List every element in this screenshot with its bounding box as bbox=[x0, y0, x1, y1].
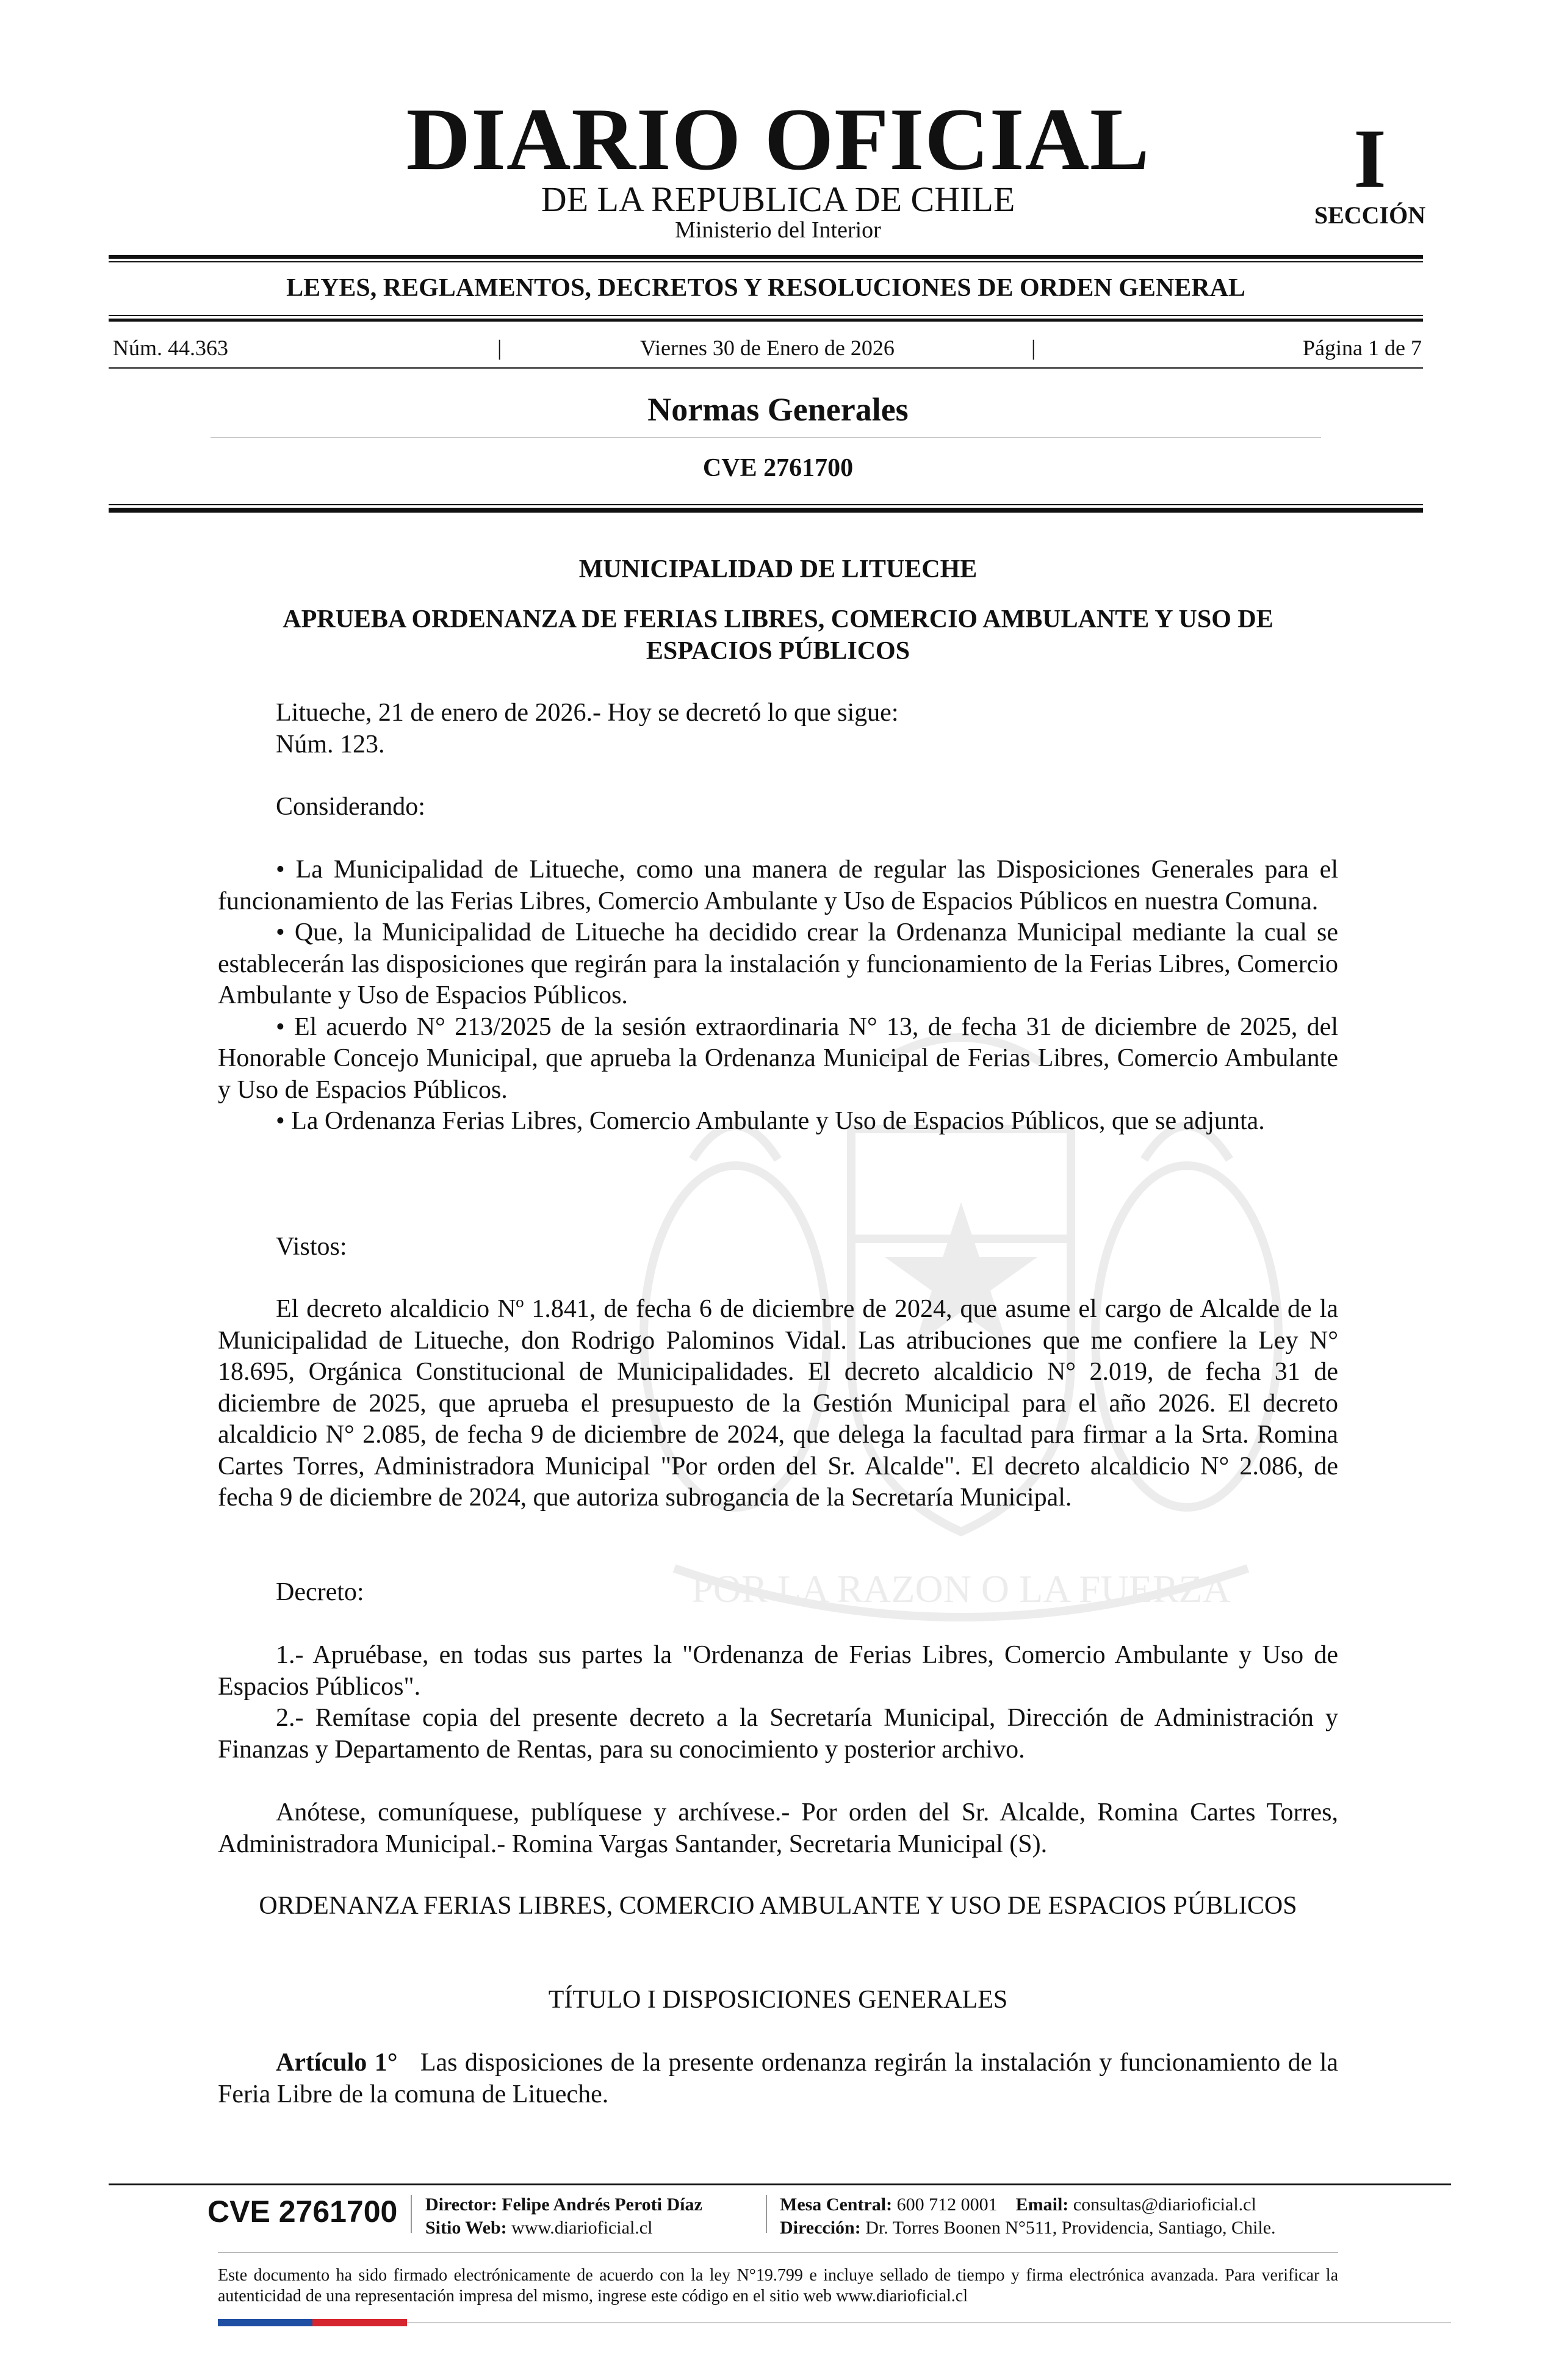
email-link[interactable]: consultas@diarioficial.cl bbox=[1073, 2194, 1256, 2215]
closing-paragraph: Anótese, comuníquese, publíquese y archívese.- Por orden del Sr. Alcalde, Romina Cartes Torres, Administradora Municipal.- Romina Vargas Santander, Secretaria Municipal (S). bbox=[218, 1798, 1338, 1858]
footer-rule-top bbox=[109, 2183, 1451, 2185]
considerando-heading: Considerando: bbox=[276, 793, 425, 821]
decreto-item: 1.- Apruébase, en todas sus partes la "Ordenanza de Ferias Libres, Comercio Ambulante y Uso de Espacios Públicos". bbox=[218, 1641, 1338, 1701]
flag-stripe-blue bbox=[218, 2319, 312, 2326]
banner-heading: LEYES, REGLAMENTOS, DECRETOS Y RESOLUCIONES DE ORDEN GENERAL bbox=[286, 274, 1245, 302]
considerando-item: • El acuerdo N° 213/2025 de la sesión extraordinaria N° 13, de fecha 31 de diciembre de 2025, del Honorable Concejo Municipal, que aprueba la Ordenanza Municipal de Ferias Libres, Comercio Ambulante y Uso de Espacios Públicos. bbox=[218, 1012, 1338, 1104]
article-1 bbox=[218, 2047, 1338, 2110]
flag-stripe-red bbox=[312, 2319, 407, 2326]
footer-rule-mid bbox=[218, 2252, 1338, 2253]
decree-number: Núm. 123. bbox=[276, 730, 385, 759]
considerando-item: • La Ordenanza Ferias Libres, Comercio Ambulante y Uso de Espacios Públicos, que se adjunta. bbox=[276, 1107, 1265, 1135]
decree-opening bbox=[218, 698, 1338, 760]
place-date: Litueche, 21 de enero de 2026.- Hoy se decretó lo que sigue: bbox=[276, 699, 899, 727]
section-number: I bbox=[1353, 112, 1386, 205]
section-label: SECCIÓN bbox=[1314, 201, 1426, 229]
address-text: Dr. Torres Boonen N°511, Providencia, Santiago, Chile. bbox=[865, 2218, 1276, 2238]
email-label: Email: bbox=[1015, 2194, 1069, 2215]
director-label: Director: bbox=[425, 2194, 497, 2215]
vistos-paragraph: El decreto alcaldicio Nº 1.841, de fecha 6 de diciembre de 2024, que asume el cargo de Alcalde de la Municipalidad de Litueche, don Rodrigo Palominos Vidal. Las atribuciones que me confiere la Ley N° 18.695, Orgánica Constitucional de Municipalidades. El decreto alcaldicio N° 2.019, de fecha 31 de diciembre de 2025, que aprueba el presupuesto de la Gestión Municipal para el año 2026. El decreto alcaldicio N° 2.085, de fecha 9 de diciembre de 2024, que delega la facultad para firmar a la Srta. Romina Cartes Torres, Administradora Municipal "Por orden del Sr. Alcalde". El decreto alcaldicio N° 2.086, de fecha 9 de diciembre de 2024, que autoriza subrogancia de la Secretaría Municipal. bbox=[218, 1295, 1338, 1512]
banner-rule-thin bbox=[109, 315, 1423, 316]
section-heading-underline bbox=[211, 437, 1321, 438]
issue-date: Viernes 30 de Enero de 2026 bbox=[640, 336, 895, 360]
article-1-text: Las disposiciones de la presente ordenanza regirán la instalación y funcionamiento de la Feria Libre de la comuna de Litueche. bbox=[218, 2049, 1339, 2108]
director-name: Felipe Andrés Peroti Díaz bbox=[502, 2194, 702, 2215]
issue-meta-row bbox=[113, 334, 1422, 361]
considerando-item: • Que, la Municipalidad de Litueche ha decidido crear la Ordenanza Municipal mediante la cual se establecerán las disposiciones que regirán para la instalación y funcionamiento de la Ferias Libres, Comercio Ambulante y Uso de Espacios Públicos. bbox=[218, 918, 1338, 1009]
footer-rule-bottom bbox=[407, 2322, 1451, 2323]
ordinance-title: ORDENANZA FERIAS LIBRES, COMERCIO AMBULANTE Y USO DE ESPACIOS PÚBLICOS bbox=[259, 1892, 1297, 1920]
page-indicator: Página 1 de 7 bbox=[1303, 336, 1422, 360]
footer-divider bbox=[766, 2195, 767, 2233]
footer-cve: CVE 2761700 bbox=[207, 2194, 398, 2229]
masthead-rule-thick bbox=[109, 255, 1423, 259]
header-rule-thick bbox=[109, 508, 1423, 513]
address-label: Dirección: bbox=[780, 2218, 861, 2238]
footer-contact-block bbox=[780, 2193, 1366, 2240]
masthead-ministry: Ministerio del Interior bbox=[675, 217, 881, 243]
section-heading: Normas Generales bbox=[647, 391, 909, 428]
masthead-title: DIARIO OFICIAL bbox=[406, 90, 1150, 189]
article-1-label: Artículo 1° bbox=[276, 2049, 398, 2077]
footer-director-block bbox=[425, 2193, 767, 2240]
website-link[interactable]: www.diarioficial.cl bbox=[511, 2218, 653, 2238]
masthead-subtitle: DE LA REPUBLICA DE CHILE bbox=[541, 179, 1015, 219]
considerando-list bbox=[218, 854, 1338, 1138]
decreto-item: 2.- Remítase copia del presente decreto a la Secretaría Municipal, Dirección de Administración y Finanzas y Departamento de Rentas, para su conocimiento y posterior archivo. bbox=[218, 1704, 1338, 1764]
decreto-heading: Decreto: bbox=[276, 1578, 364, 1606]
header-rule-thin bbox=[109, 504, 1423, 505]
decreto-list bbox=[218, 1640, 1338, 1765]
meta-rule bbox=[109, 367, 1423, 369]
meta-separator: | bbox=[497, 336, 502, 360]
masthead-rule-thin bbox=[109, 261, 1423, 262]
cve-heading: CVE 2761700 bbox=[702, 454, 854, 482]
footer-legal-notice: Este documento ha sido firmado electrónicamente de acuerdo con la ley N°19.799 e incluye sellado de tiempo y firma electrónica avanzada. Para verificar la autenticidad de una representación impresa del mismo, ingrese este código en el sitio web www.diarioficial.cl bbox=[218, 2266, 1338, 2306]
issue-number: Núm. 44.363 bbox=[113, 336, 228, 360]
title-one-heading: TÍTULO I DISPOSICIONES GENERALES bbox=[548, 1986, 1008, 2014]
document-title: APRUEBA ORDENANZA DE FERIAS LIBRES, COMERCIO AMBULANTE Y USO DE ESPACIOS PÚBLICOS bbox=[283, 605, 1273, 665]
desk-phone: 600 712 0001 bbox=[896, 2194, 998, 2215]
vistos-heading: Vistos: bbox=[276, 1233, 347, 1261]
desk-label: Mesa Central: bbox=[780, 2194, 893, 2215]
footer-divider bbox=[411, 2195, 412, 2233]
meta-separator: | bbox=[1031, 336, 1036, 360]
website-label: Sitio Web: bbox=[425, 2218, 507, 2238]
watermark-motto: POR LA RAZON O LA FUERZA bbox=[691, 1567, 1231, 1610]
banner-rule-thick bbox=[109, 319, 1423, 322]
institution-name: MUNICIPALIDAD DE LITUECHE bbox=[578, 555, 978, 583]
considerando-item: • La Municipalidad de Litueche, como una manera de regular las Disposiciones Generales para el funcionamiento de las Ferias Libres, Comercio Ambulante y Uso de Espacios Públicos en nuestra Comuna. bbox=[218, 856, 1338, 915]
